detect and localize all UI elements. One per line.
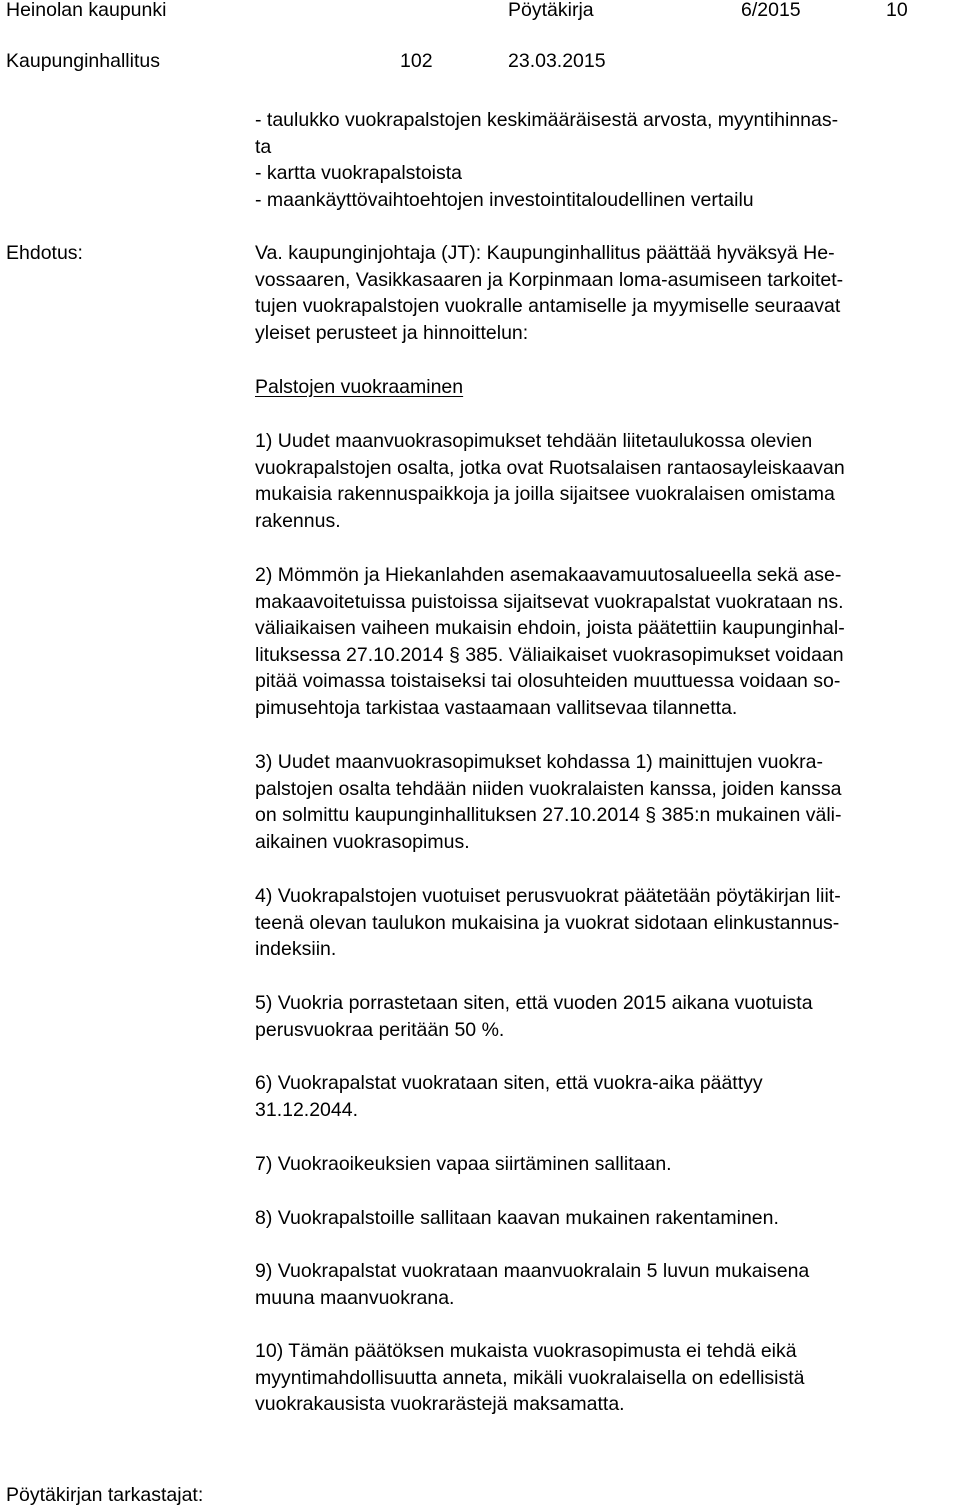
item-line: aikainen vuokrasopimus.: [255, 830, 470, 853]
item-1: [255, 428, 955, 534]
item-line: 1) Uudet maanvuokrasopimukset tehdään liitetaulukossa olevien: [255, 430, 813, 452]
item-4: [255, 883, 955, 963]
item-5: [255, 990, 955, 1043]
item-line: on solmittu kaupunginhallituksen 27.10.2014 § 385:n mukainen väli-: [255, 804, 842, 826]
item-line: 9) Vuokrapalstat vuokrataan maanvuokralain 5 luvun mukaisena: [255, 1260, 810, 1282]
proposal-line: Va. kaupunginjohtaja (JT): Kaupunginhallitus päättää hyväksyä He-: [255, 242, 835, 264]
item-line: 5) Vuokria porrastetaan siten, että vuoden 2015 aikana vuotuista: [255, 992, 813, 1014]
item-line: muuna maanvuokrana.: [255, 1286, 455, 1309]
municipality-name: Heinolan kaupunki: [6, 0, 167, 21]
item-line: 4) Vuokrapalstojen vuotuiset perusvuokrat päätetään pöytäkirjan liit-: [255, 885, 841, 907]
item-line: 7) Vuokraoikeuksien vapaa siirtäminen sallitaan.: [255, 1153, 672, 1175]
proposal-label: Ehdotus:: [6, 242, 83, 264]
attachment-line: - maankäyttövaihtoehtojen investointitaloudellinen vertailu: [255, 188, 754, 211]
item-7: [255, 1151, 955, 1178]
item-line: vuokrakausista vuokrarästejä maksamatta.: [255, 1393, 625, 1415]
attachment-line: - taulukko vuokrapalstojen keskimääräisestä arvosta, myyntihinnas-: [255, 109, 839, 131]
item-line: teenä olevan taulukon mukaisina ja vuokrat sidotaan elinkustannus-: [255, 911, 840, 934]
item-6: [255, 1070, 955, 1123]
proposal-paragraph: [255, 240, 955, 346]
item-line: 8) Vuokrapalstoille sallitaan kaavan mukainen rakentaminen.: [255, 1207, 779, 1229]
item-2: [255, 562, 955, 721]
item-line: 6) Vuokrapalstat vuokrataan siten, että vuokra-aika päättyy: [255, 1072, 763, 1094]
section-number: 102: [400, 50, 433, 72]
proposal-line: yleiset perusteet ja hinnoittelun:: [255, 321, 529, 344]
item-line: mukaisia rakennuspaikkoja ja joilla sijaitsee vuokralaisen omistama: [255, 483, 835, 505]
attachments-list: [255, 107, 955, 213]
item-line: 2) Mömmön ja Hiekanlahden asemakaavamuutosalueella sekä ase-: [255, 564, 842, 586]
issue-number: 6/2015: [741, 0, 801, 21]
page-number: 10: [886, 0, 908, 21]
minutes-reviewers-label: Pöytäkirjan tarkastajat:: [6, 1484, 204, 1506]
item-line: vuokrapalstojen osalta, jotka ovat Ruotsalaisen rantaosayleiskaavan: [255, 456, 845, 479]
item-10: [255, 1338, 955, 1418]
document-type: Pöytäkirja: [508, 0, 594, 21]
item-line: pitää voimassa toistaiseksi tai olosuhteiden muuttuessa voidaan so-: [255, 670, 841, 692]
item-line: 3) Uudet maanvuokrasopimukset kohdassa 1) mainittujen vuokra-: [255, 751, 823, 773]
item-9: [255, 1258, 955, 1311]
item-line: väliaikaisen vaiheen mukaisin ehdoin, joista päätettiin kaupunginhal-: [255, 617, 845, 639]
proposal-line: tujen vuokrapalstojen vuokralle antamiselle ja myymiselle seuraavat: [255, 295, 841, 317]
item-line: perusvuokraa peritään 50 %.: [255, 1018, 505, 1041]
item-line: palstojen osalta tehdään niiden vuokralaisten kanssa, joiden kanssa: [255, 777, 842, 800]
item-line: lituksessa 27.10.2014 § 385. Väliaikaiset vuokrasopimukset voidaan: [255, 643, 844, 666]
item-line: myyntimahdollisuutta anneta, mikäli vuokralaisella on edellisistä: [255, 1366, 805, 1389]
governing-body: Kaupunginhallitus: [6, 50, 160, 72]
item-line: pimusehtoja tarkistaa vastaamaan vallitsevaa tilannetta.: [255, 696, 738, 719]
item-line: rakennus.: [255, 509, 341, 532]
item-line: 31.12.2044.: [255, 1098, 359, 1121]
proposal-line: vossaaren, Vasikkasaaren ja Korpinmaan loma-asumiseen tarkoitet-: [255, 268, 844, 291]
attachment-line: - kartta vuokrapalstoista: [255, 162, 463, 184]
item-3: [255, 749, 955, 855]
item-line: 10) Tämän päätöksen mukaista vuokrasopimusta ei tehdä eikä: [255, 1340, 797, 1362]
meeting-date: 23.03.2015: [508, 50, 606, 72]
attachment-line: ta: [255, 135, 272, 158]
item-line: indeksiin.: [255, 938, 337, 960]
item-line: makaavoitetuissa puistoissa sijaitsevat vuokrapalstat vuokrataan ns.: [255, 590, 844, 613]
item-8: [255, 1205, 955, 1232]
section-subheading: Palstojen vuokraaminen: [255, 376, 464, 398]
